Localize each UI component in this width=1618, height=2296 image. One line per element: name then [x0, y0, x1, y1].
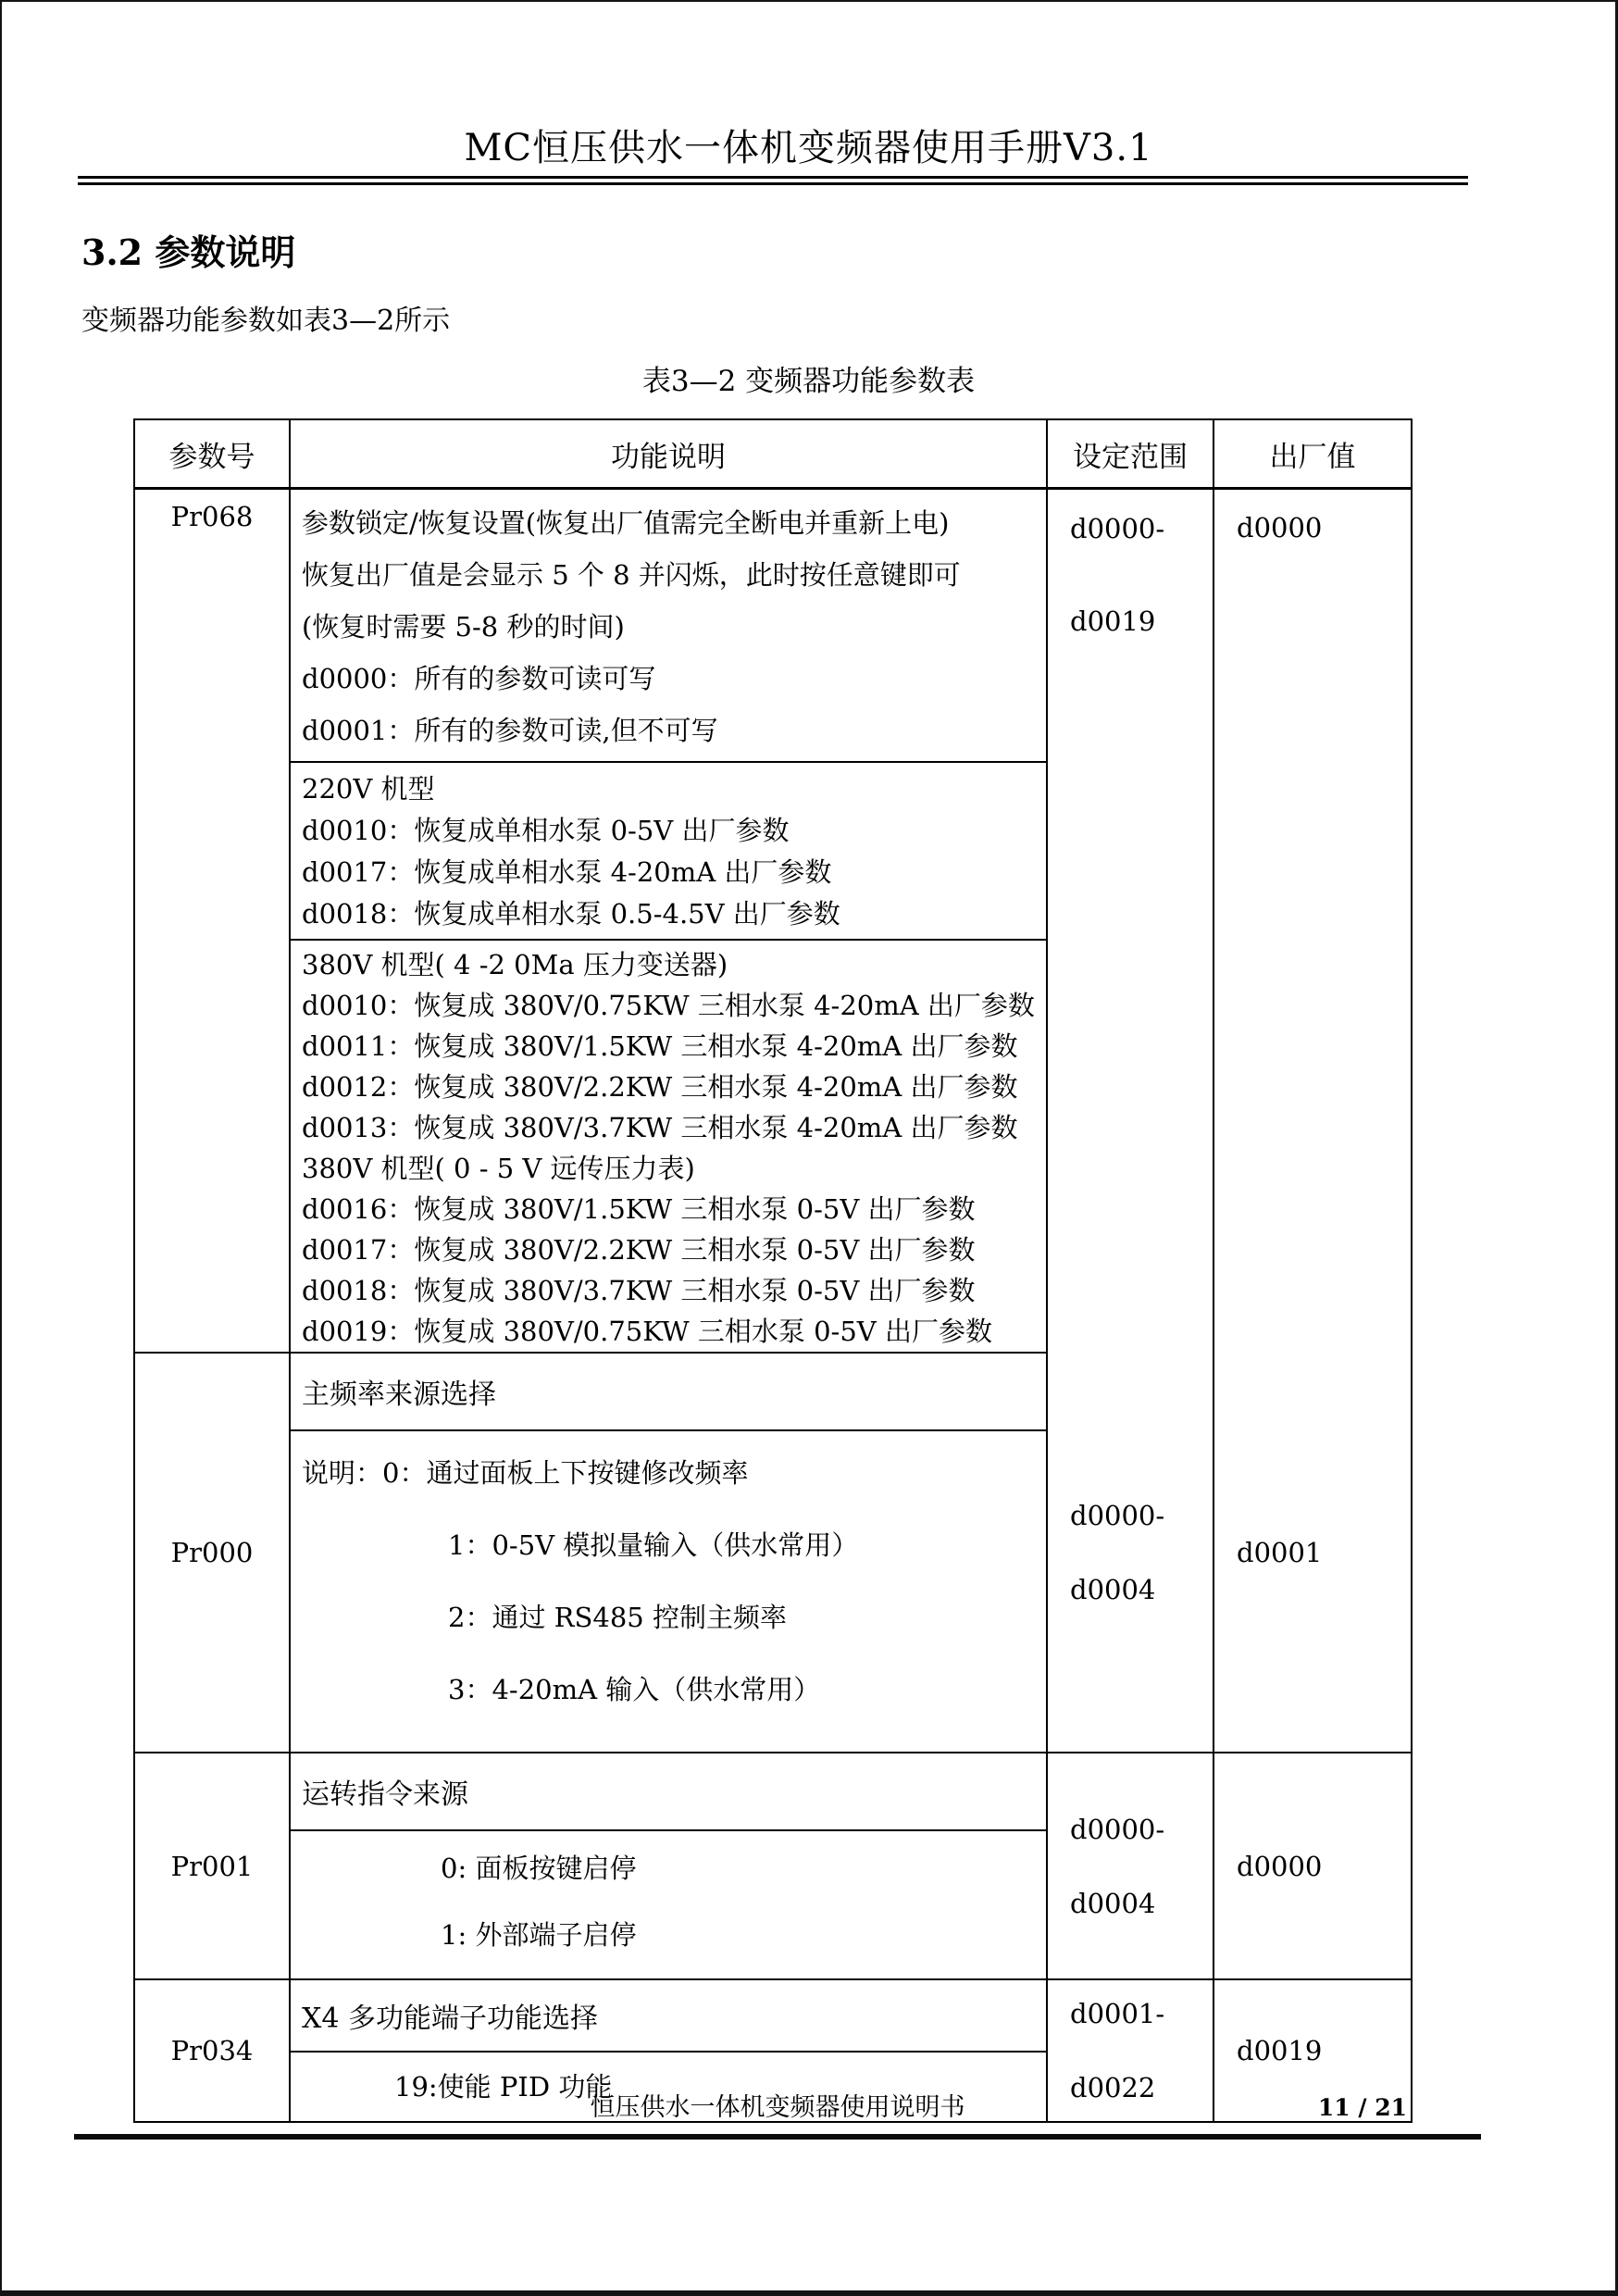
function-line: 说明：0：通过面板上下按键修改频率 [302, 1457, 749, 1489]
function-title-cell: X4 多功能端子功能选择 [290, 1979, 1047, 2052]
function-line: d0019：恢复成 380V/0.75KW 三相水泵 0-5V 出厂参数 [302, 1316, 992, 1347]
function-line: d0012：恢复成 380V/2.2KW 三相水泵 4-20mA 出厂参数 [302, 1071, 1018, 1103]
function-line: 1：0-5V 模拟量输入（供水常用） [448, 1529, 859, 1561]
function-line: d0017：恢复成 380V/2.2KW 三相水泵 0-5V 出厂参数 [302, 1234, 976, 1266]
factory-value-cell: d0019 [1214, 1979, 1412, 2122]
function-line: d0001：所有的参数可读,但不可写 [302, 715, 718, 746]
document-title: MC恒压供水一体机变频器使用手册V3.1 [464, 127, 1153, 169]
function-cell [290, 1430, 1047, 1753]
range-value-line: d0019 [1070, 605, 1156, 637]
function-title-cell: 运转指令来源 [290, 1753, 1047, 1830]
param-id-cell: Pr000 [134, 1353, 290, 1753]
range-value-line: d0004 [1070, 1573, 1156, 1605]
function-cell [290, 1830, 1047, 1979]
function-line: d0010：恢复成单相水泵 0-5V 出厂参数 [302, 815, 790, 846]
function-line: d0016：恢复成 380V/1.5KW 三相水泵 0-5V 出厂参数 [302, 1193, 976, 1225]
function-cell [290, 762, 1047, 940]
function-line: 2：通过 RS485 控制主频率 [448, 1602, 787, 1633]
factory-value-cell: d0000 [1214, 1753, 1412, 1979]
function-line: d0000：所有的参数可读可写 [302, 663, 656, 694]
function-cell [290, 940, 1047, 1353]
footer-divider [74, 2134, 1481, 2140]
column-header-setting-range: 设定范围 [1047, 419, 1214, 489]
factory-value-cell: d0000 [1214, 489, 1412, 1354]
header-divider [78, 176, 1468, 185]
range-value-line: d0001- [1070, 1998, 1165, 2029]
column-header-param-no: 参数号 [134, 419, 290, 489]
param-id-cell: Pr068 [134, 489, 290, 1354]
table-row [134, 1353, 1412, 1430]
page-number: 11 / 21 [1317, 2094, 1407, 2121]
function-line: 恢复出厂值是会显示 5 个 8 并闪烁，此时按任意键即可 [302, 559, 961, 591]
column-header-factory-value: 出厂值 [1214, 419, 1412, 489]
setting-range-cell [1047, 1753, 1214, 1979]
function-line: 3：4-20mA 输入（供水常用） [448, 1674, 821, 1705]
function-line: d0010：恢复成 380V/0.75KW 三相水泵 4-20mA 出厂参数 [302, 990, 1035, 1021]
function-line: 380V 机型( 4 -2 0Ma 压力变送器) [302, 949, 728, 980]
section-title: 3.2 参数说明 [81, 231, 296, 273]
range-value-line: d0000- [1070, 1813, 1165, 1845]
function-line: 参数锁定/恢复设置(恢复出厂值需完全断电并重新上电) [302, 507, 950, 539]
column-header-function: 功能说明 [290, 419, 1047, 489]
function-line: d0013：恢复成 380V/3.7KW 三相水泵 4-20mA 出厂参数 [302, 1112, 1018, 1143]
function-line: 19:使能 PID 功能 [394, 2071, 613, 2103]
param-id-cell: Pr034 [134, 1979, 290, 2122]
function-title-cell: 主频率来源选择 [290, 1353, 1047, 1430]
table-row [134, 1979, 1412, 2052]
range-value-line: d0022 [1070, 2072, 1156, 2103]
page-footer [74, 2088, 1481, 2140]
table-row [134, 489, 1412, 763]
range-value-line: d0000- [1070, 1499, 1165, 1531]
intro-text: 变频器功能参数如表3—2所示 [81, 305, 451, 337]
function-line: d0017：恢复成单相水泵 4-20mA 出厂参数 [302, 856, 832, 888]
footer-row [74, 2088, 1481, 2128]
param-id-cell: Pr001 [134, 1753, 290, 1979]
range-value-line: d0004 [1070, 1887, 1156, 1919]
factory-value-cell: d0001 [1214, 1353, 1412, 1753]
range-value-line: d0000- [1070, 513, 1165, 544]
function-line: d0018：恢复成单相水泵 0.5-4.5V 出厂参数 [302, 898, 840, 930]
table-header-row [134, 419, 1412, 489]
table-caption: 表3—2 变频器功能参数表 [641, 365, 976, 398]
function-line: 380V 机型( 0 - 5 V 远传压力表) [302, 1153, 695, 1184]
function-line: d0018：恢复成 380V/3.7KW 三相水泵 0-5V 出厂参数 [302, 1275, 976, 1306]
function-line: (恢复时需要 5-8 秒的时间) [302, 611, 625, 643]
setting-range-cell [1047, 489, 1214, 1354]
parameter-table [133, 418, 1413, 2123]
function-line: 1: 外部端子启停 [441, 1919, 637, 1951]
function-line: 220V 机型 [302, 773, 435, 805]
table-row [134, 1753, 1412, 1830]
function-line: d0011：恢复成 380V/1.5KW 三相水泵 4-20mA 出厂参数 [302, 1030, 1018, 1062]
setting-range-cell [1047, 1353, 1214, 1753]
footer-doc-name: 恒压供水一体机变频器使用说明书 [590, 2093, 965, 2122]
function-cell [290, 489, 1047, 763]
function-line: 0: 面板按键启停 [441, 1853, 637, 1884]
